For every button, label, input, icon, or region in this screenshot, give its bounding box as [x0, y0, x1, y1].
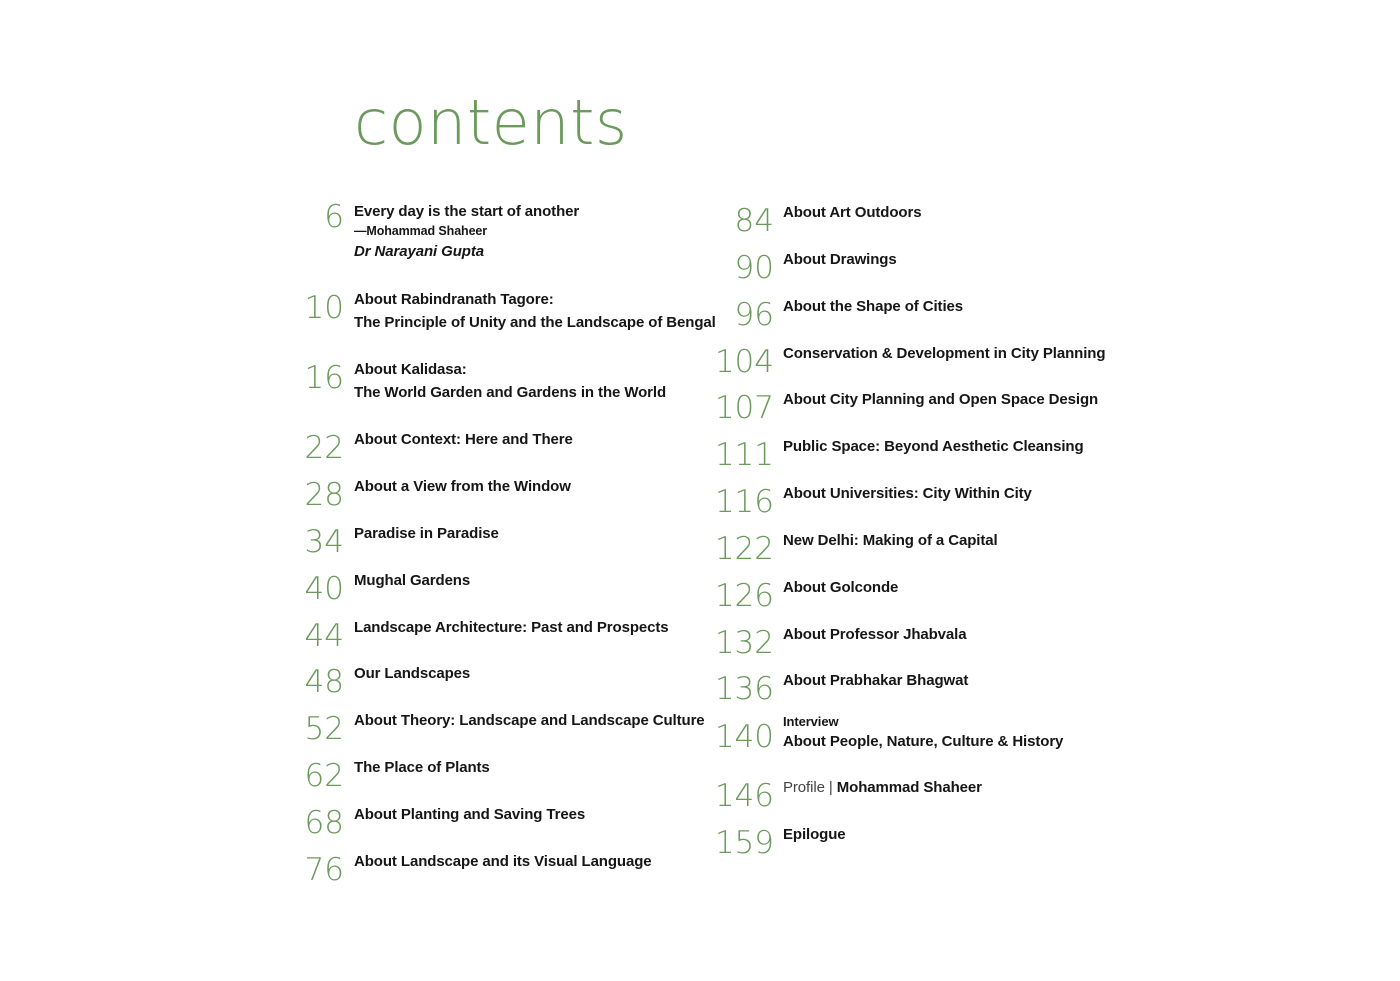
- entry-title: About Universities: City Within City: [783, 485, 1032, 502]
- entry-title: Mughal Gardens: [354, 572, 471, 589]
- entry-title: About a View from the Window: [354, 478, 571, 495]
- entry-title: About Golconde: [783, 579, 899, 596]
- entry-author: —Mohammad Shaheer: [354, 224, 488, 238]
- entry-title: Epilogue: [783, 826, 846, 843]
- page-number: 126: [714, 578, 774, 614]
- entry-title: About Theory: Landscape and Landscape Culture: [354, 712, 705, 729]
- entry-title: About City Planning and Open Space Design: [783, 391, 1099, 408]
- page-number: 111: [714, 437, 774, 473]
- page-number: 44: [304, 618, 344, 654]
- entry-title: New Delhi: Making of a Capital: [783, 532, 998, 549]
- entry-title: The Place of Plants: [354, 759, 490, 776]
- entry-kicker: Interview: [783, 714, 839, 729]
- page-number: 22: [304, 430, 344, 466]
- entry-title: About Professor Jhabvala: [783, 626, 967, 643]
- entry-prefix: Profile |: [783, 779, 837, 796]
- entry-author-secondary: Dr Narayani Gupta: [354, 243, 485, 260]
- page-number: 10: [304, 290, 344, 326]
- page-number: 146: [714, 778, 774, 814]
- page-number: 132: [714, 625, 774, 661]
- page-number: 76: [304, 852, 344, 888]
- entry-title: About Drawings: [783, 251, 897, 268]
- page-number: 96: [734, 297, 774, 333]
- page-number: 116: [714, 484, 774, 520]
- entry-title: About People, Nature, Culture & History: [783, 733, 1064, 750]
- page-number: 52: [304, 711, 344, 747]
- page-number: 28: [304, 477, 344, 513]
- entry-title: About Context: Here and There: [354, 431, 573, 448]
- page-number: 34: [304, 524, 344, 560]
- page-number: 107: [714, 390, 774, 426]
- entry-title: About Art Outdoors: [783, 204, 922, 221]
- entry-title: Landscape Architecture: Past and Prospects: [354, 619, 669, 636]
- page-title: contents: [354, 86, 628, 159]
- page-number: 16: [304, 360, 344, 396]
- page-number: 6: [324, 199, 344, 235]
- page-number: 90: [734, 250, 774, 286]
- entry-title: Paradise in Paradise: [354, 525, 499, 542]
- entry-title: Conservation & Development in City Planning: [783, 345, 1106, 362]
- entry-title: About the Shape of Cities: [783, 298, 964, 315]
- page-number: 122: [714, 531, 774, 567]
- entry-title: About Rabindranath Tagore:: [354, 291, 554, 308]
- page-number: 140: [714, 719, 774, 755]
- entry-title: About Kalidasa:: [354, 361, 467, 378]
- entry-title: Our Landscapes: [354, 665, 471, 682]
- entry-subtitle: The World Garden and Gardens in the World: [354, 384, 667, 401]
- page-number: 136: [714, 671, 774, 707]
- page-number: 48: [304, 664, 344, 700]
- page-number: 159: [714, 825, 774, 861]
- entry-subtitle: The Principle of Unity and the Landscape of Bengal: [354, 314, 716, 331]
- entry-title: Public Space: Beyond Aesthetic Cleansing: [783, 438, 1084, 455]
- entry-title: Every day is the start of another: [354, 203, 580, 220]
- page-number: 84: [734, 203, 774, 239]
- page-number: 104: [714, 344, 774, 380]
- page-number: 40: [304, 571, 344, 607]
- entry-title: About Prabhakar Bhagwat: [783, 672, 969, 689]
- entry-title: About Landscape and its Visual Language: [354, 853, 652, 870]
- entry-title: Mohammad Shaheer: [836, 779, 982, 796]
- page-number: 68: [304, 805, 344, 841]
- entry-title: About Planting and Saving Trees: [354, 806, 586, 823]
- page-number: 62: [304, 758, 344, 794]
